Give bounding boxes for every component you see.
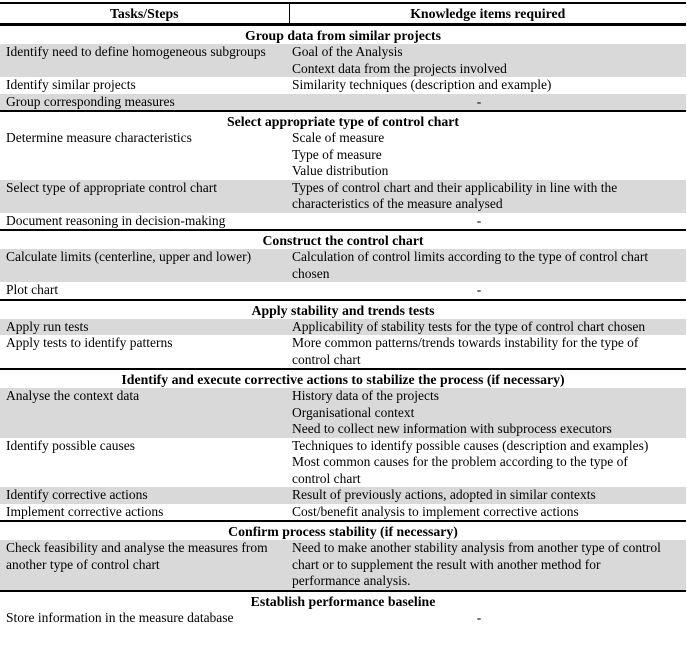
task-cell: Apply tests to identify patterns — [6, 335, 173, 350]
task-cell: Document reasoning in decision-making — [6, 212, 226, 228]
section-header-row — [0, 25, 686, 45]
knowledge-line: Similarity techniques (description and example) — [292, 77, 552, 92]
knowledge-line: Applicability of stability tests for the type of control chart chosen — [292, 318, 646, 334]
knowledge-cell — [289, 249, 686, 282]
knowledge-line: Goal of the Analysis — [292, 44, 403, 59]
knowledge-line: Value distribution — [292, 163, 389, 178]
table-row — [0, 610, 686, 627]
knowledge-cell — [289, 319, 686, 336]
knowledge-line: Scale of measure — [292, 130, 385, 145]
section-title: Group data from similar projects — [0, 25, 686, 45]
task-cell: Calculate limits (centerline, upper and lower) — [6, 249, 252, 264]
section-title: Select appropriate type of control chart — [0, 111, 686, 130]
column-header-knowledge: Knowledge items required — [289, 3, 686, 25]
task-cell: Implement corrective actions — [6, 503, 164, 519]
empty-marker: - — [476, 93, 482, 109]
knowledge-cell — [289, 213, 686, 231]
section-header-row — [0, 521, 686, 540]
task-cell: Identify need to define homogeneous subgroups — [6, 44, 266, 59]
table-header-row — [0, 3, 686, 25]
knowledge-line: Techniques to identify possible causes (description and examples) — [292, 437, 649, 453]
section-header-row — [0, 369, 686, 388]
column-header-tasks: Tasks/Steps — [0, 3, 289, 25]
tasks-knowledge-table — [0, 2, 686, 626]
knowledge-cell — [289, 335, 686, 369]
knowledge-cell — [289, 130, 686, 180]
section-header-row — [0, 111, 686, 130]
knowledge-line: More common patterns/trends towards instability for the type of control chart — [292, 335, 639, 367]
knowledge-line: Result of previously actions, adopted in similar contexts — [292, 487, 596, 502]
knowledge-line: Need to make another stability analysis from another type of control chart or to supplement the result with another method for performance analysis. — [292, 540, 661, 588]
table-row — [0, 94, 686, 112]
section-title: Confirm process stability (if necessary) — [0, 521, 686, 540]
task-cell: Store information in the measure database — [6, 609, 234, 625]
task-cell: Select type of appropriate control chart — [6, 179, 218, 195]
table-row — [0, 388, 686, 438]
table-row — [0, 180, 686, 213]
table-row — [0, 130, 686, 180]
knowledge-line: Type of measure — [292, 146, 382, 162]
knowledge-cell — [289, 77, 686, 94]
section-title: Apply stability and trends tests — [0, 300, 686, 319]
section-header-row — [0, 230, 686, 249]
section-title: Identify and execute corrective actions to stabilize the process (if necessary) — [0, 369, 686, 388]
task-cell: Analyse the context data — [6, 388, 140, 403]
knowledge-line: History data of the projects — [292, 388, 439, 403]
table-row — [0, 77, 686, 94]
knowledge-line: Need to collect new information with subprocess executors — [292, 421, 612, 436]
empty-marker: - — [476, 282, 482, 297]
knowledge-cell — [289, 44, 686, 77]
knowledge-line: Context data from the projects involved — [292, 60, 507, 76]
section-header-row — [0, 300, 686, 319]
knowledge-line: Organisational context — [292, 404, 415, 420]
section-title: Construct the control chart — [0, 230, 686, 249]
empty-marker: - — [476, 212, 482, 228]
knowledge-cell — [289, 438, 686, 488]
empty-marker: - — [476, 609, 482, 625]
knowledge-cell — [289, 94, 686, 112]
table-row — [0, 540, 686, 591]
knowledge-line: Calculation of control limits according to the type of control chart chosen — [292, 249, 649, 281]
knowledge-line: Types of control chart and their applicability in line with the characteristics of the measure analysed — [292, 179, 618, 211]
task-cell: Plot chart — [6, 282, 59, 297]
table-row — [0, 44, 686, 77]
knowledge-cell — [289, 282, 686, 300]
table-row — [0, 213, 686, 231]
table-row — [0, 319, 686, 336]
knowledge-cell — [289, 540, 686, 591]
knowledge-cell — [289, 487, 686, 504]
table-row — [0, 335, 686, 369]
knowledge-cell — [289, 180, 686, 213]
table-row — [0, 249, 686, 282]
task-cell: Identify similar projects — [6, 77, 136, 92]
knowledge-cell — [289, 504, 686, 522]
knowledge-cell — [289, 610, 686, 627]
task-cell: Check feasibility and analyse the measures from another type of control chart — [6, 540, 268, 572]
task-cell: Group corresponding measures — [6, 93, 175, 109]
task-cell: Identify corrective actions — [6, 487, 148, 502]
section-title: Establish performance baseline — [0, 591, 686, 610]
table-row — [0, 504, 686, 522]
table-row — [0, 487, 686, 504]
task-cell: Determine measure characteristics — [6, 130, 192, 145]
knowledge-line: Cost/benefit analysis to implement corrective actions — [292, 503, 579, 519]
table-row — [0, 438, 686, 488]
knowledge-cell — [289, 388, 686, 438]
task-cell: Identify possible causes — [6, 437, 135, 453]
table-row — [0, 282, 686, 300]
knowledge-line: Most common causes for the problem according to the type of control chart — [292, 454, 628, 486]
task-cell: Apply run tests — [6, 318, 89, 334]
section-header-row — [0, 591, 686, 610]
